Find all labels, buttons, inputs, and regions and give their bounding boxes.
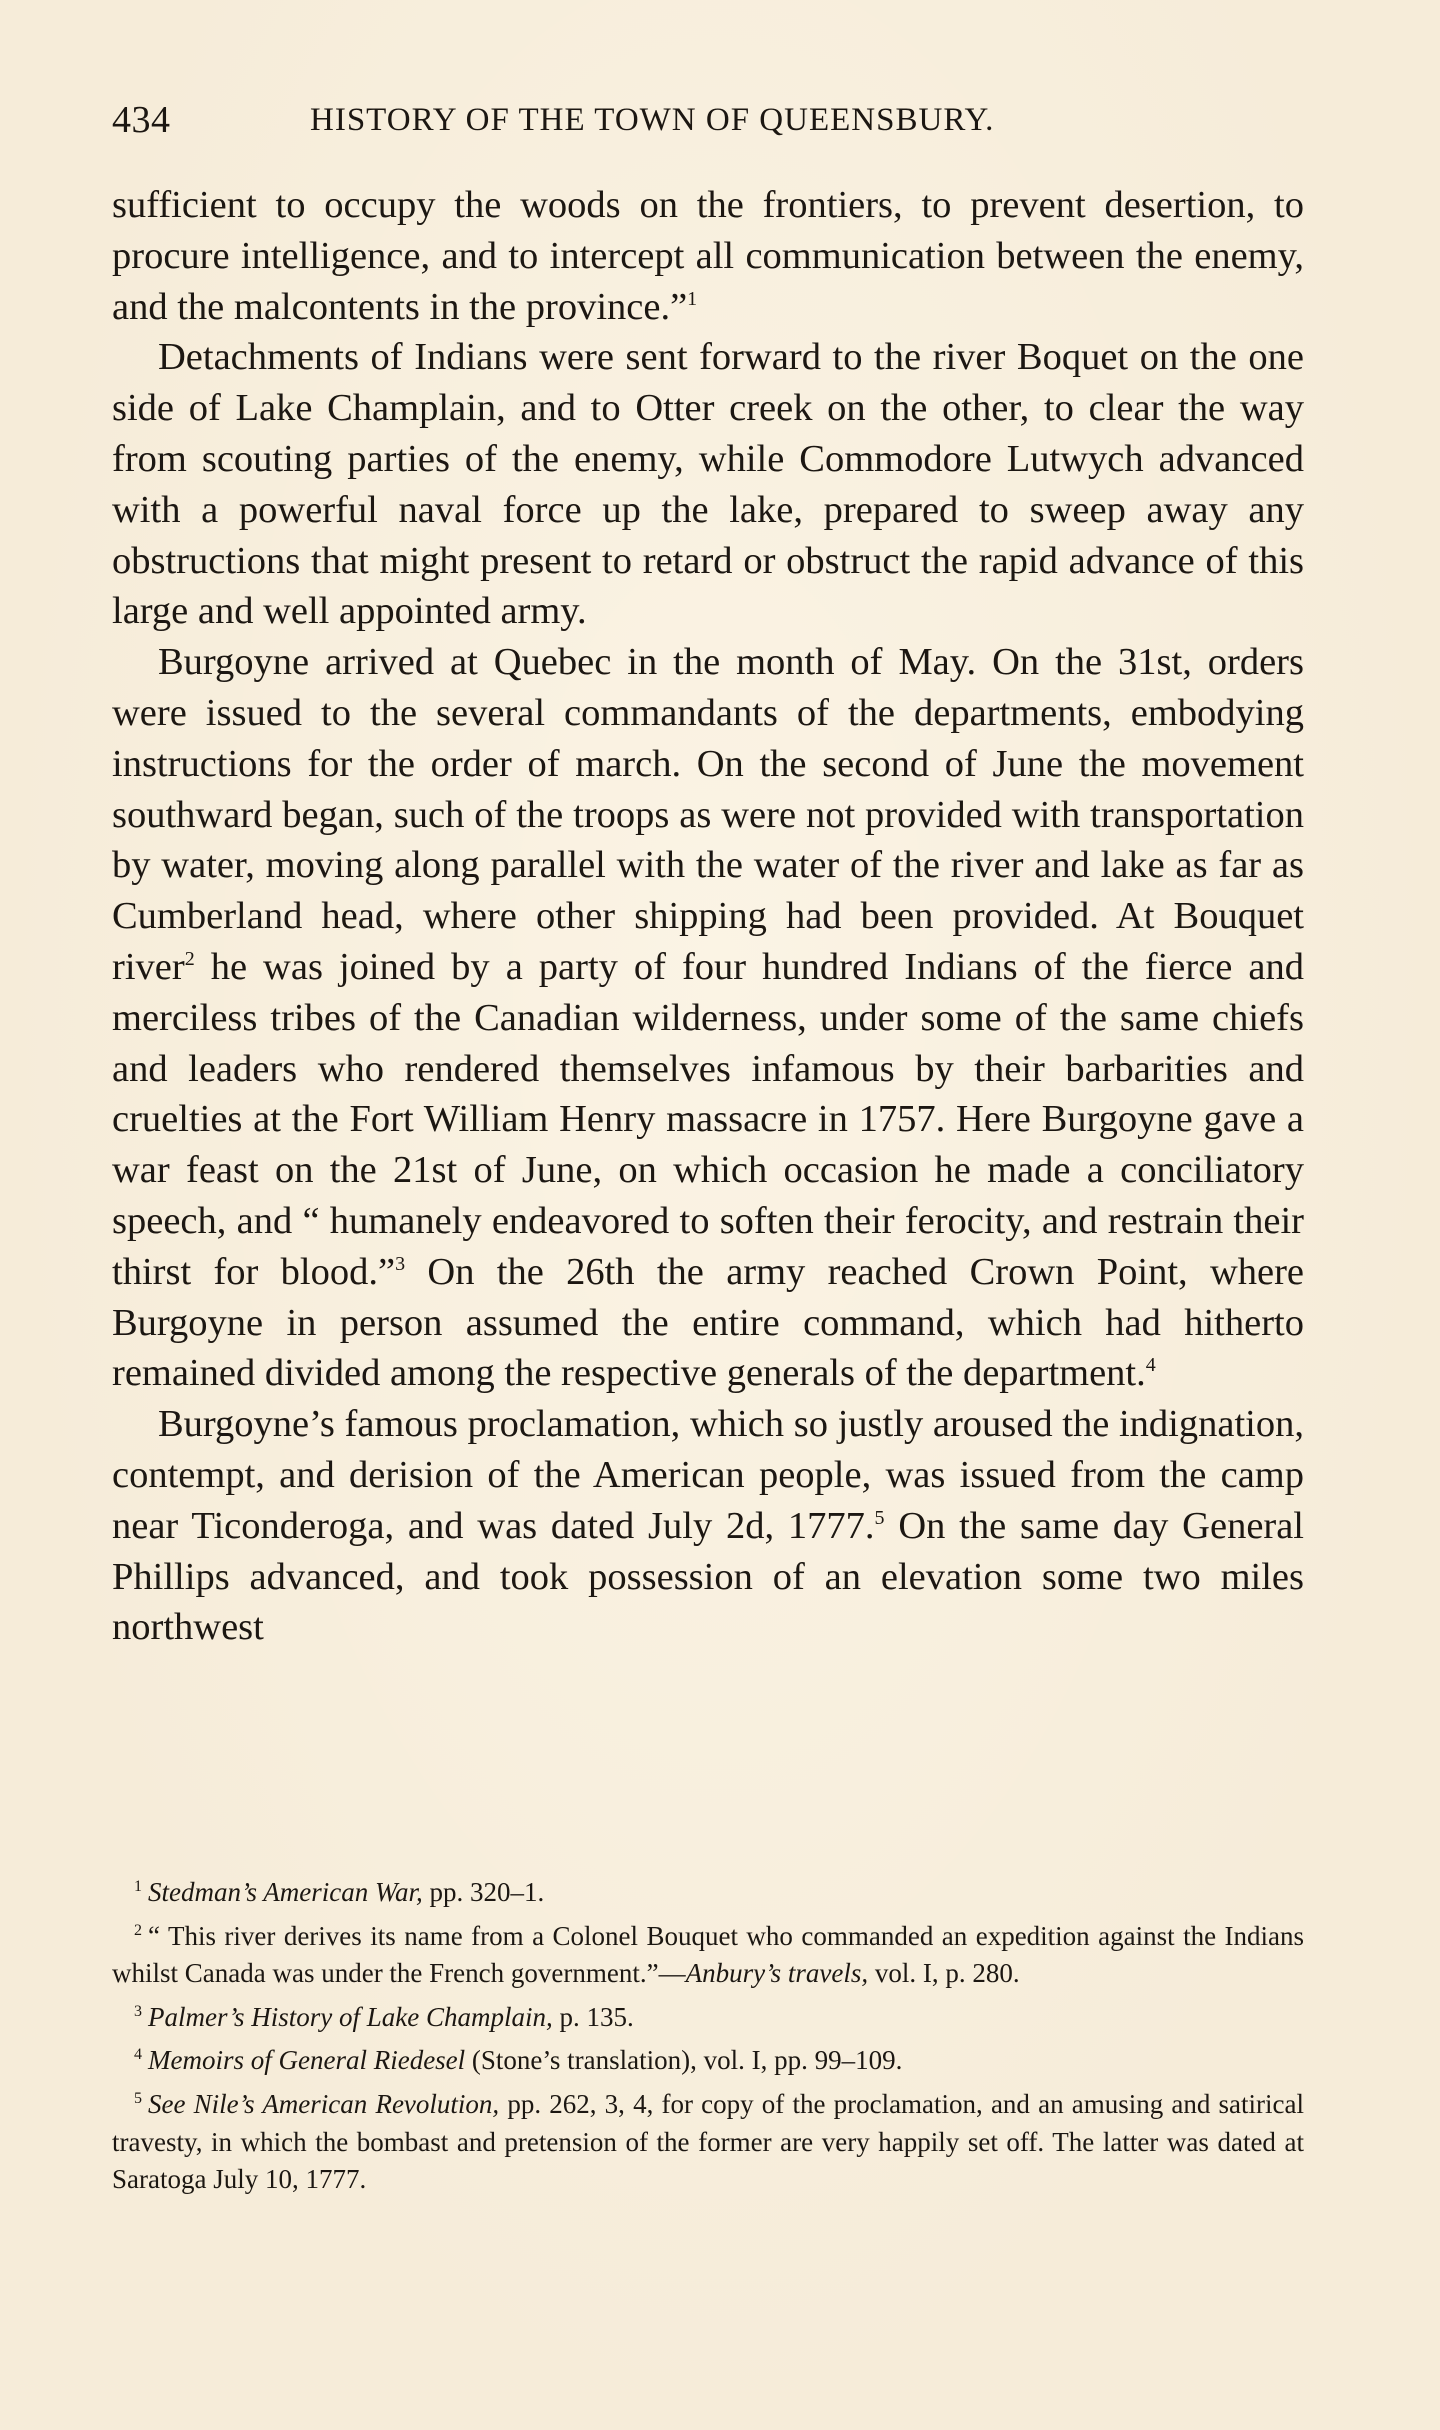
footnote-quote: “ This river derives its name from a Colonel Bouquet who commanded an expedition against the Indians whilst Canada was under the French government.”— [112, 1920, 1304, 1989]
paragraph-3 [112, 637, 1304, 1399]
paragraph-4 [112, 1399, 1304, 1653]
footnote-citation: Stedman’s American War, [148, 1877, 423, 1907]
footnote-text: (Stone’s translation), vol. I, pp. 99–109. [471, 2045, 903, 2076]
paragraph-1-text: sufficient to occupy the woods on the frontiers, to prevent desertion, to procure intelligence, and to intercept all communication between the enemy, and the malcontents in the province.” [112, 184, 1304, 328]
footnote-ref-2: 2 [184, 947, 195, 970]
footnote-text: vol. I, p. 280. [874, 1958, 1020, 1989]
footnote-text: pp. 262, 3, 4, for copy of the proclamation, and an amusing and satirical travesty, in which the bombast and pretension of the former are very happily set off. The latter was dated at Saratoga July 10, 1777. [112, 2088, 1305, 2195]
footnote-ref-3: 3 [395, 1252, 406, 1275]
footnote-text: pp. 320–1. [429, 1877, 545, 1907]
paragraph-4-text-a: Burgoyne’s famous proclamation, which so justly aroused the indignation, contempt, and derision of the American people, was issued from the camp near Ticonderoga, and was dated July 2d, 1777. [112, 1403, 1304, 1547]
footnote-mark: 2 [134, 1921, 142, 1939]
footnote-mark: 5 [134, 2089, 142, 2107]
footnote-citation: See Nile’s American Revolution, [148, 2088, 500, 2119]
body-text [112, 180, 1304, 1653]
footnote-1 [112, 1868, 1304, 1912]
paragraph-3-text-c: On the 26th the army reached Crown Point, where Burgoyne in person assumed the entire command, which had hitherto remained divided among the respective generals of the department. [112, 1250, 1304, 1395]
footnotes [112, 1868, 1304, 2199]
paragraph-2 [112, 332, 1304, 637]
footnote-2 [112, 1912, 1304, 1993]
footnote-mark: 1 [134, 1878, 142, 1895]
paragraph-4-text-b: On the same day General Phillips advanced, and took possession of an elevation some two miles northwest [112, 1504, 1305, 1649]
footnote-ref-5: 5 [874, 1506, 885, 1529]
footnote-4 [112, 2036, 1304, 2080]
footnote-mark: 4 [134, 2046, 142, 2064]
paragraph-3-text-b: he was joined by a party of four hundred Indians of the fierce and merciless tribes of the Canadian wilderness, under some of the same chiefs and leaders who rendered themselves infamous by their barbarities and cruelties at the Fort William Henry massacre in 1757. Here Burgoyne gave a war feast on the 21st of June, on which occasion he made a conciliatory speech, and “ humanely endeavored to soften their ferocity, and restrain their thirst for blood.” [112, 945, 1304, 1293]
footnote-citation: Palmer’s History of Lake Champlain, [148, 2001, 553, 2032]
footnote-citation: Memoirs of General Riedesel [148, 2045, 466, 2076]
paragraph-3-text-a: Burgoyne arrived at Quebec in the month of May. On the 31st, orders were issued to the several commandants of the departments, embodying instructions for the order of march. On the second of June the movement southward began, such of the troops as were not provided with transportation by water, moving along parallel with the water of the river and lake as far as Cumberland head, where other shipping had been provided. At Bouquet river [112, 641, 1304, 988]
footnote-text: p. 135. [559, 2001, 634, 2032]
footnote-5 [112, 2080, 1304, 2199]
page-number: 434 [112, 99, 171, 141]
paragraph-2-text: Detachments of Indians were sent forward to the river Boquet on the one side of Lake Champlain, and to Otter creek on the other, to clear the way from scouting parties of the enemy, while Commodore Lutwych advanced with a powerful naval force up the lake, prepared to sweep away any obstructions that might present to retard or obstruct the rapid advance of this large and well appointed army. [112, 336, 1304, 633]
footnote-citation: Anbury’s travels, [685, 1958, 869, 1989]
paragraph-1 [112, 180, 1304, 332]
footnote-ref-4: 4 [1145, 1354, 1156, 1377]
footnote-ref-1: 1 [687, 287, 698, 310]
page-header [112, 98, 1302, 150]
running-title: HISTORY OF THE TOWN OF QUEENSBURY. [310, 102, 995, 138]
footnote-3 [112, 1993, 1304, 2037]
footnote-mark: 3 [134, 2002, 142, 2020]
